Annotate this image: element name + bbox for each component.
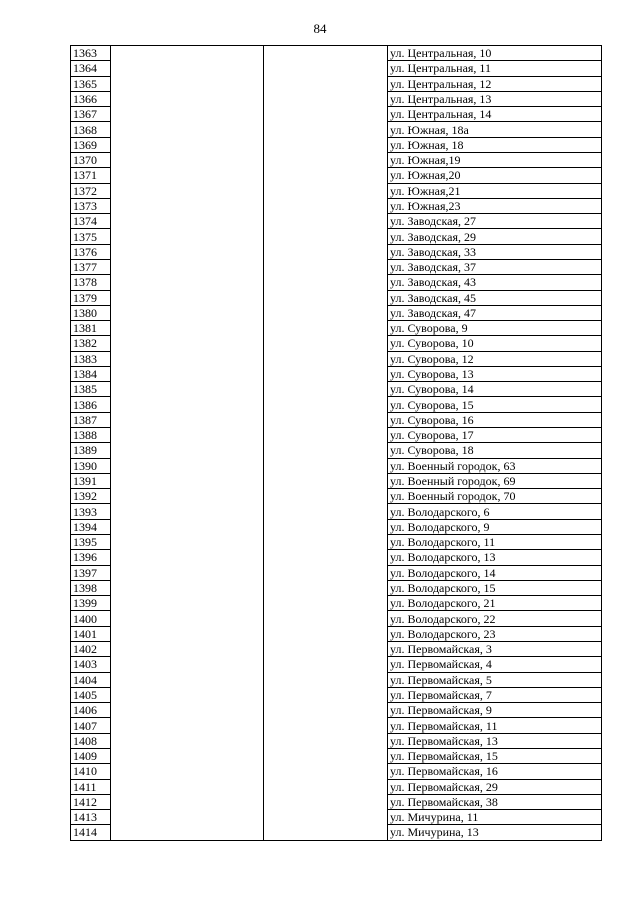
- address-cell: ул. Суворова, 9: [388, 321, 602, 336]
- blank-cell: [111, 428, 264, 443]
- row-number-cell: 1412: [71, 794, 111, 809]
- blank-cell: [264, 152, 388, 167]
- table-row: [71, 321, 602, 336]
- blank-cell: [111, 198, 264, 213]
- address-cell: ул. Южная, 18: [388, 137, 602, 152]
- address-cell: ул. Володарского, 6: [388, 504, 602, 519]
- address-cell: ул. Южная,21: [388, 183, 602, 198]
- table-row: [71, 565, 602, 580]
- page-number: 84: [313, 21, 327, 36]
- blank-cell: [264, 259, 388, 274]
- blank-cell: [264, 489, 388, 504]
- row-number-cell: 1390: [71, 458, 111, 473]
- table-row: [71, 611, 602, 626]
- row-number-cell: 1375: [71, 229, 111, 244]
- table-row: [71, 718, 602, 733]
- table-row: [71, 672, 602, 687]
- row-number-cell: 1377: [71, 259, 111, 274]
- blank-cell: [264, 321, 388, 336]
- blank-cell: [264, 305, 388, 320]
- blank-cell: [111, 259, 264, 274]
- row-number-cell: 1368: [71, 122, 111, 137]
- address-cell: ул. Суворова, 13: [388, 366, 602, 381]
- address-cell: ул. Заводская, 47: [388, 305, 602, 320]
- blank-cell: [264, 275, 388, 290]
- row-number-cell: 1370: [71, 152, 111, 167]
- blank-cell: [264, 764, 388, 779]
- table-row: [71, 764, 602, 779]
- blank-cell: [264, 825, 388, 840]
- address-cell: ул. Володарского, 11: [388, 535, 602, 550]
- table-row: [71, 748, 602, 763]
- table-row: [71, 76, 602, 91]
- row-number-cell: 1367: [71, 107, 111, 122]
- blank-cell: [111, 519, 264, 534]
- row-number-cell: 1372: [71, 183, 111, 198]
- blank-cell: [264, 107, 388, 122]
- blank-cell: [264, 458, 388, 473]
- blank-cell: [264, 794, 388, 809]
- table-row: [71, 259, 602, 274]
- row-number-cell: 1378: [71, 275, 111, 290]
- address-cell: ул. Центральная, 11: [388, 61, 602, 76]
- blank-cell: [111, 397, 264, 412]
- address-cell: ул. Первомайская, 15: [388, 748, 602, 763]
- address-cell: ул. Центральная, 10: [388, 46, 602, 61]
- table-row: [71, 687, 602, 702]
- table-row: [71, 641, 602, 656]
- blank-cell: [111, 596, 264, 611]
- blank-cell: [111, 244, 264, 259]
- blank-cell: [111, 458, 264, 473]
- table-row: [71, 152, 602, 167]
- address-cell: ул. Заводская, 29: [388, 229, 602, 244]
- row-number-cell: 1409: [71, 748, 111, 763]
- blank-cell: [111, 626, 264, 641]
- blank-cell: [111, 152, 264, 167]
- row-number-cell: 1382: [71, 336, 111, 351]
- row-number-cell: 1404: [71, 672, 111, 687]
- table-row: [71, 168, 602, 183]
- row-number-cell: 1363: [71, 46, 111, 61]
- blank-cell: [264, 672, 388, 687]
- table-row: [71, 794, 602, 809]
- blank-cell: [264, 351, 388, 366]
- address-cell: ул. Военный городок, 63: [388, 458, 602, 473]
- blank-cell: [111, 290, 264, 305]
- address-cell: ул. Заводская, 43: [388, 275, 602, 290]
- blank-cell: [264, 718, 388, 733]
- address-cell: ул. Володарского, 13: [388, 550, 602, 565]
- blank-cell: [264, 244, 388, 259]
- table-row: [71, 336, 602, 351]
- blank-cell: [264, 535, 388, 550]
- blank-cell: [111, 703, 264, 718]
- row-number-cell: 1379: [71, 290, 111, 305]
- table-row: [71, 351, 602, 366]
- address-cell: ул. Суворова, 17: [388, 428, 602, 443]
- address-cell: ул. Первомайская, 9: [388, 703, 602, 718]
- row-number-cell: 1406: [71, 703, 111, 718]
- address-cell: ул. Первомайская, 13: [388, 733, 602, 748]
- row-number-cell: 1369: [71, 137, 111, 152]
- blank-cell: [264, 382, 388, 397]
- table-row: [71, 397, 602, 412]
- row-number-cell: 1413: [71, 810, 111, 825]
- blank-cell: [264, 428, 388, 443]
- blank-cell: [264, 641, 388, 656]
- address-cell: ул. Володарского, 22: [388, 611, 602, 626]
- row-number-cell: 1392: [71, 489, 111, 504]
- row-number-cell: 1395: [71, 535, 111, 550]
- address-cell: ул. Военный городок, 70: [388, 489, 602, 504]
- row-number-cell: 1364: [71, 61, 111, 76]
- blank-cell: [264, 183, 388, 198]
- blank-cell: [264, 733, 388, 748]
- table-row: [71, 183, 602, 198]
- row-number-cell: 1373: [71, 198, 111, 213]
- row-number-cell: 1407: [71, 718, 111, 733]
- table-row: [71, 443, 602, 458]
- address-cell: ул. Мичурина, 13: [388, 825, 602, 840]
- table-row: [71, 779, 602, 794]
- row-number-cell: 1410: [71, 764, 111, 779]
- address-cell: ул. Суворова, 15: [388, 397, 602, 412]
- address-table-body: [71, 46, 602, 841]
- blank-cell: [264, 198, 388, 213]
- blank-cell: [111, 535, 264, 550]
- row-number-cell: 1376: [71, 244, 111, 259]
- row-number-cell: 1411: [71, 779, 111, 794]
- blank-cell: [111, 382, 264, 397]
- address-cell: ул. Первомайская, 29: [388, 779, 602, 794]
- blank-cell: [264, 61, 388, 76]
- table-row: [71, 122, 602, 137]
- address-cell: ул. Южная, 18а: [388, 122, 602, 137]
- row-number-cell: 1386: [71, 397, 111, 412]
- blank-cell: [111, 565, 264, 580]
- row-number-cell: 1380: [71, 305, 111, 320]
- blank-cell: [111, 718, 264, 733]
- blank-cell: [264, 366, 388, 381]
- row-number-cell: 1398: [71, 580, 111, 595]
- blank-cell: [111, 366, 264, 381]
- address-cell: ул. Заводская, 33: [388, 244, 602, 259]
- blank-cell: [111, 137, 264, 152]
- row-number-cell: 1374: [71, 214, 111, 229]
- table-row: [71, 46, 602, 61]
- table-row: [71, 107, 602, 122]
- row-number-cell: 1397: [71, 565, 111, 580]
- row-number-cell: 1388: [71, 428, 111, 443]
- blank-cell: [264, 703, 388, 718]
- table-row: [71, 504, 602, 519]
- address-cell: ул. Центральная, 13: [388, 91, 602, 106]
- table-row: [71, 366, 602, 381]
- blank-cell: [111, 580, 264, 595]
- address-cell: ул. Суворова, 14: [388, 382, 602, 397]
- address-cell: ул. Центральная, 14: [388, 107, 602, 122]
- address-cell: ул. Суворова, 18: [388, 443, 602, 458]
- table-row: [71, 810, 602, 825]
- row-number-cell: 1391: [71, 473, 111, 488]
- table-row: [71, 198, 602, 213]
- blank-cell: [264, 596, 388, 611]
- blank-cell: [111, 76, 264, 91]
- blank-cell: [111, 122, 264, 137]
- table-row: [71, 703, 602, 718]
- row-number-cell: 1408: [71, 733, 111, 748]
- table-row: [71, 596, 602, 611]
- table-row: [71, 580, 602, 595]
- table-row: [71, 825, 602, 840]
- blank-cell: [111, 733, 264, 748]
- address-cell: ул. Первомайская, 16: [388, 764, 602, 779]
- blank-cell: [264, 504, 388, 519]
- blank-cell: [111, 214, 264, 229]
- blank-cell: [264, 611, 388, 626]
- blank-cell: [111, 229, 264, 244]
- blank-cell: [111, 611, 264, 626]
- blank-cell: [264, 122, 388, 137]
- address-cell: ул. Суворова, 10: [388, 336, 602, 351]
- table-row: [71, 458, 602, 473]
- row-number-cell: 1402: [71, 641, 111, 656]
- address-cell: ул. Володарского, 14: [388, 565, 602, 580]
- table-row: [71, 244, 602, 259]
- blank-cell: [264, 290, 388, 305]
- blank-cell: [111, 748, 264, 763]
- address-cell: ул. Мичурина, 11: [388, 810, 602, 825]
- table-row: [71, 290, 602, 305]
- table-row: [71, 275, 602, 290]
- blank-cell: [111, 657, 264, 672]
- address-cell: ул. Центральная, 12: [388, 76, 602, 91]
- blank-cell: [111, 107, 264, 122]
- blank-cell: [111, 779, 264, 794]
- blank-cell: [111, 412, 264, 427]
- blank-cell: [264, 214, 388, 229]
- row-number-cell: 1381: [71, 321, 111, 336]
- blank-cell: [111, 443, 264, 458]
- blank-cell: [264, 565, 388, 580]
- blank-cell: [264, 443, 388, 458]
- address-cell: ул. Первомайская, 4: [388, 657, 602, 672]
- blank-cell: [111, 489, 264, 504]
- address-table: [70, 45, 602, 841]
- row-number-cell: 1403: [71, 657, 111, 672]
- row-number-cell: 1393: [71, 504, 111, 519]
- blank-cell: [111, 183, 264, 198]
- row-number-cell: 1366: [71, 91, 111, 106]
- table-row: [71, 657, 602, 672]
- address-cell: ул. Володарского, 15: [388, 580, 602, 595]
- address-cell: ул. Первомайская, 11: [388, 718, 602, 733]
- blank-cell: [264, 91, 388, 106]
- row-number-cell: 1365: [71, 76, 111, 91]
- blank-cell: [264, 473, 388, 488]
- blank-cell: [111, 473, 264, 488]
- blank-cell: [111, 641, 264, 656]
- row-number-cell: 1399: [71, 596, 111, 611]
- blank-cell: [264, 519, 388, 534]
- blank-cell: [111, 168, 264, 183]
- blank-cell: [264, 412, 388, 427]
- blank-cell: [111, 764, 264, 779]
- blank-cell: [111, 61, 264, 76]
- blank-cell: [111, 550, 264, 565]
- address-cell: ул. Первомайская, 5: [388, 672, 602, 687]
- blank-cell: [111, 687, 264, 702]
- address-cell: ул. Суворова, 16: [388, 412, 602, 427]
- blank-cell: [264, 397, 388, 412]
- address-cell: ул. Володарского, 9: [388, 519, 602, 534]
- row-number-cell: 1389: [71, 443, 111, 458]
- blank-cell: [111, 275, 264, 290]
- table-row: [71, 382, 602, 397]
- blank-cell: [111, 825, 264, 840]
- blank-cell: [111, 91, 264, 106]
- row-number-cell: 1371: [71, 168, 111, 183]
- blank-cell: [111, 794, 264, 809]
- blank-cell: [111, 321, 264, 336]
- address-cell: ул. Южная,20: [388, 168, 602, 183]
- address-cell: ул. Заводская, 45: [388, 290, 602, 305]
- row-number-cell: 1414: [71, 825, 111, 840]
- blank-cell: [264, 46, 388, 61]
- address-cell: ул. Южная,23: [388, 198, 602, 213]
- table-row: [71, 473, 602, 488]
- row-number-cell: 1385: [71, 382, 111, 397]
- row-number-cell: 1396: [71, 550, 111, 565]
- table-row: [71, 137, 602, 152]
- blank-cell: [111, 305, 264, 320]
- address-cell: ул. Южная,19: [388, 152, 602, 167]
- table-row: [71, 733, 602, 748]
- table-row: [71, 214, 602, 229]
- blank-cell: [111, 672, 264, 687]
- blank-cell: [264, 336, 388, 351]
- row-number-cell: 1394: [71, 519, 111, 534]
- blank-cell: [264, 137, 388, 152]
- address-cell: ул. Володарского, 23: [388, 626, 602, 641]
- address-cell: ул. Володарского, 21: [388, 596, 602, 611]
- blank-cell: [111, 810, 264, 825]
- address-cell: ул. Первомайская, 7: [388, 687, 602, 702]
- address-cell: ул. Военный городок, 69: [388, 473, 602, 488]
- address-cell: ул. Первомайская, 3: [388, 641, 602, 656]
- table-row: [71, 305, 602, 320]
- table-row: [71, 535, 602, 550]
- row-number-cell: 1387: [71, 412, 111, 427]
- blank-cell: [111, 504, 264, 519]
- table-row: [71, 91, 602, 106]
- table-row: [71, 519, 602, 534]
- address-cell: ул. Заводская, 37: [388, 259, 602, 274]
- table-row: [71, 550, 602, 565]
- blank-cell: [264, 580, 388, 595]
- row-number-cell: 1401: [71, 626, 111, 641]
- blank-cell: [264, 76, 388, 91]
- blank-cell: [264, 168, 388, 183]
- table-row: [71, 229, 602, 244]
- blank-cell: [111, 46, 264, 61]
- blank-cell: [111, 336, 264, 351]
- blank-cell: [264, 626, 388, 641]
- blank-cell: [264, 687, 388, 702]
- row-number-cell: 1384: [71, 366, 111, 381]
- table-row: [71, 626, 602, 641]
- row-number-cell: 1383: [71, 351, 111, 366]
- row-number-cell: 1405: [71, 687, 111, 702]
- blank-cell: [264, 810, 388, 825]
- blank-cell: [264, 550, 388, 565]
- blank-cell: [264, 748, 388, 763]
- table-row: [71, 428, 602, 443]
- table-row: [71, 61, 602, 76]
- blank-cell: [264, 779, 388, 794]
- address-cell: ул. Суворова, 12: [388, 351, 602, 366]
- blank-cell: [111, 351, 264, 366]
- address-cell: ул. Заводская, 27: [388, 214, 602, 229]
- table-row: [71, 489, 602, 504]
- blank-cell: [264, 229, 388, 244]
- table-row: [71, 412, 602, 427]
- address-cell: ул. Первомайская, 38: [388, 794, 602, 809]
- blank-cell: [264, 657, 388, 672]
- row-number-cell: 1400: [71, 611, 111, 626]
